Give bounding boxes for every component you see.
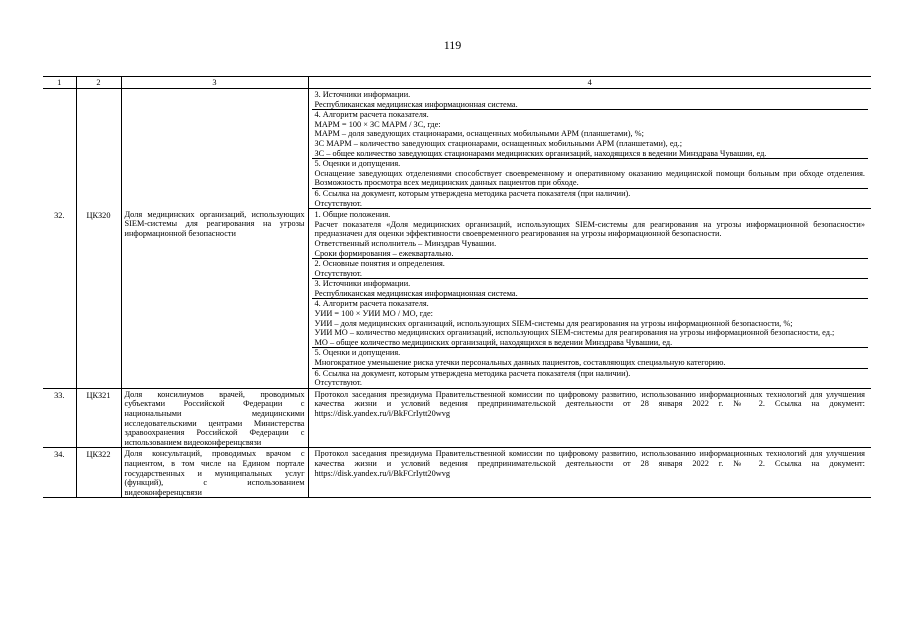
indicator-code [76, 89, 121, 209]
method-section [312, 449, 869, 478]
table-row [43, 448, 871, 498]
indicator-code: ЦКЗ20 [76, 209, 121, 389]
method-line: МО – общее количество медицинских организаций, находящихся в ведении Минздрава Чувашии, ед. [314, 337, 673, 347]
indicator-name [121, 89, 308, 209]
method-line: Расчет показателя «Доля медицинских организаций, использующих SIEM-системы для реагирования на угрозы информационной безопасности» предназначен для оценки эффективности своевременного реагирования на угрозы информационной безопасности. [314, 219, 865, 239]
table-row [43, 209, 871, 389]
method-line: 1. Общие положения. [314, 210, 391, 220]
indicator-code: ЦКЗ21 [76, 388, 121, 448]
indicator-method [308, 209, 871, 389]
method-line: 4. Алгоритм расчета показателя. [314, 110, 429, 120]
table-header-row [43, 77, 871, 89]
method-line: 4. Алгоритм расчета показателя. [314, 299, 429, 309]
table-row [43, 89, 871, 209]
method-line: Республиканская медицинская информационная система. [314, 99, 518, 109]
method-line: Ответственный исполнитель – Минздрав Чувашии. [314, 238, 497, 248]
method-section [312, 369, 869, 388]
method-line: 6. Ссылка на документ, которым утверждена методика расчета показателя (при наличии). [314, 188, 631, 198]
row-number [43, 89, 76, 209]
method-line: 2. Основные понятия и определения. [314, 259, 445, 269]
method-line: Оснащение заведующих отделениями способствует своевременному и оперативному оказанию медицинской помощи больным при обходе отделения. Возможность просмотра всех медицинских данных пациентов при обходе. [314, 168, 865, 188]
method-line: Протокол заседания президиума Правительственной комиссии по цифровому развитию, использованию информационных технологий для улучшения качества жизни и условий ведения предпринимательской деятельности от 28 января 2022 г. № 2. Ссылка на документ: https://disk.yandex.ru/i/BkFCrIytt20wvg [314, 389, 865, 418]
method-section [312, 110, 869, 159]
method-section [312, 259, 869, 279]
column-header: 1 [43, 77, 76, 89]
column-header: 3 [121, 77, 308, 89]
method-section [312, 90, 869, 110]
row-number: 34. [43, 448, 76, 498]
method-line: МАРМ – доля заведующих стационарами, оснащенных мобильными АРМ (планшетами), %; [314, 129, 644, 139]
method-line: МАРМ = 100 × ЗС МАРМ / ЗС, где: [314, 119, 441, 129]
method-line: УИИ = 100 × УИИ МО / МО, где: [314, 309, 433, 319]
method-section [312, 279, 869, 299]
table-row [43, 388, 871, 448]
method-section [312, 299, 869, 348]
method-section [312, 390, 869, 419]
indicator-method [308, 388, 871, 448]
page-number: 119 [443, 38, 462, 52]
column-header: 2 [76, 77, 121, 89]
method-line: Республиканская медицинская информационная система. [314, 288, 518, 298]
method-section [312, 159, 869, 189]
method-line: Сроки формирования – ежеквартально. [314, 248, 454, 258]
column-header: 4 [308, 77, 871, 89]
method-line: 3. Источники информации. [314, 90, 411, 99]
method-line: Многократное уменьшение риска утечки персональных данных пациентов, составляющих специальную категорию. [314, 358, 726, 368]
method-line: 3. Источники информации. [314, 279, 411, 289]
method-section [312, 348, 869, 368]
method-line: 5. Оценки и допущения. [314, 159, 401, 169]
method-line: УИИ – доля медицинских организаций, использующих SIEM-системы для реагирования на угрозы информационной безопасности, %; [314, 318, 793, 328]
method-line: Протокол заседания президиума Правительственной комиссии по цифровому развитию, использованию информационных технологий для улучшения качества жизни и условий ведения предпринимательской деятельности от 28 января 2022 г. № 2. Ссылка на документ: https://disk.yandex.ru/i/BkFCrIytt20wvg [314, 449, 865, 478]
method-line: Отсутствуют. [314, 378, 362, 388]
method-section [312, 189, 869, 208]
method-line: Отсутствуют. [314, 198, 362, 208]
indicator-name: Доля консилиумов врачей, проводимых субъектами Российской Федерации с национальными медицинскими исследовательскими центрами Министерства здравоохранения Российской Федерации с использованием видеоконференцсвязи [121, 388, 308, 448]
row-number: 32. [43, 209, 76, 389]
indicator-method [308, 89, 871, 209]
method-section [312, 210, 869, 259]
row-number: 33. [43, 388, 76, 448]
indicator-name: Доля консультаций, проводимых врачом с пациентом, в том числе на Едином портале государственных и муниципальных услуг (функций), с использованием видеоконференцсвязи [121, 448, 308, 498]
indicator-name: Доля медицинских организаций, использующих SIEM-системы для реагирования на угрозы информационной безопасности [121, 209, 308, 389]
method-line: Отсутствуют. [314, 268, 362, 278]
method-line: ЗС МАРМ – количество заведующих стационарами, оснащенных мобильными АРМ (планшетами), ед.; [314, 138, 682, 148]
indicator-method [308, 448, 871, 498]
method-line: 6. Ссылка на документ, которым утверждена методика расчета показателя (при наличии). [314, 368, 631, 378]
method-line: 5. Оценки и допущения. [314, 348, 401, 358]
indicator-table [43, 76, 871, 498]
method-line: УИИ МО – количество медицинских организаций, использующих SIEM-системы для реагирования на угрозы информационной безопасности, ед.; [314, 328, 835, 338]
method-line: ЗС – общее количество заведующих стационарами медицинских организаций, находящихся в ведении Минздрава Чувашии, ед. [314, 148, 767, 158]
indicator-code: ЦКЗ22 [76, 448, 121, 498]
